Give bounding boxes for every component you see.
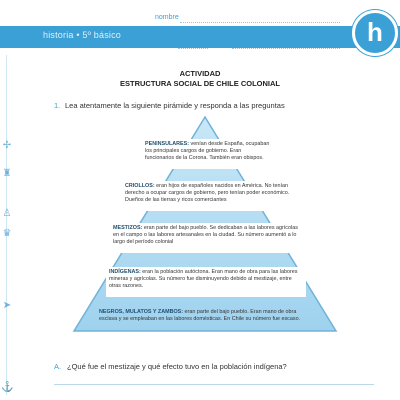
sidebar-line bbox=[6, 55, 7, 395]
ship-icon: ⚓ bbox=[1, 382, 14, 393]
soldier-icon: ♜ bbox=[2, 168, 12, 179]
level-description: venían desde España, ocupaban los principales cargos de gobierno. Eran funcionarios de la Corona. También eran obispos. bbox=[145, 141, 270, 161]
figure-icon: ♙ bbox=[2, 208, 12, 219]
crown-icon: ♛ bbox=[2, 228, 12, 239]
brand-logo: h bbox=[352, 10, 398, 56]
question-a-letter: A. bbox=[54, 362, 62, 371]
subject-bar bbox=[0, 26, 400, 48]
grade-label: 5º básico bbox=[82, 30, 121, 40]
date-label: fecha bbox=[212, 40, 230, 47]
level-term: NEGROS, MULATOS Y ZAMBOS: bbox=[99, 309, 184, 315]
course-label: curso bbox=[155, 40, 173, 47]
level-term: INDÍGENAS: bbox=[109, 269, 141, 275]
level-criollos bbox=[122, 181, 298, 211]
level-indigenas bbox=[106, 267, 306, 297]
activity-subtitle: ESTRUCTURA SOCIAL DE CHILE COLONIAL bbox=[119, 79, 280, 88]
question-1-text: Lea atentamente la siguiente pirámide y responda a las preguntas bbox=[65, 101, 285, 110]
name-field[interactable] bbox=[180, 22, 340, 23]
level-description: eran parte del bajo pueblo. Se dedicaban a las labores agrícolas en el campo o las labores artesanales en la ciudad. Su número aumentó a lo largo del período colonial bbox=[113, 225, 298, 245]
subject-label bbox=[43, 30, 121, 40]
level-term: PENINSULARES: bbox=[145, 141, 190, 147]
level-description: eran parte del bajo pueblo. Eran mano de obra esclava y se empleaban en las labores domésticas. En Chile su número fue escaso. bbox=[99, 309, 301, 322]
level-negros-mulatos-zambos bbox=[96, 307, 314, 329]
question-a-text: ¿Qué fue el mestizaje y qué efecto tuvo en la población indígena? bbox=[67, 362, 287, 371]
level-description: eran la población autóctona. Eran mano de obra para las labores mineras y agrícolas. Su número fue disminuyendo debido al mestizaje, entre otras razones. bbox=[109, 269, 298, 289]
course-field[interactable] bbox=[178, 48, 208, 49]
level-term: MESTIZOS: bbox=[113, 225, 143, 231]
activity-title: ACTIVIDAD bbox=[179, 69, 221, 78]
subject-separator: • bbox=[76, 30, 80, 40]
compass-icon: ✢ bbox=[2, 140, 12, 151]
subject-name: historia bbox=[43, 30, 74, 40]
level-term: CRIOLLOS: bbox=[125, 183, 155, 189]
level-mestizos bbox=[110, 223, 306, 253]
level-peninsulares bbox=[142, 139, 274, 169]
bird-icon: ➤ bbox=[2, 300, 12, 311]
name-label: nombre bbox=[155, 14, 179, 21]
question-1-number: 1. bbox=[54, 101, 61, 110]
answer-line[interactable] bbox=[54, 384, 374, 385]
date-field[interactable] bbox=[232, 48, 340, 49]
sidebar-strip bbox=[0, 0, 13, 400]
level-description: eran hijos de españoles nacidos en América. No tenían derecho a ocupar cargos de gobierno, pero tenían poder económico. Dueños de las tierras y ricos comerciantes bbox=[125, 183, 290, 203]
